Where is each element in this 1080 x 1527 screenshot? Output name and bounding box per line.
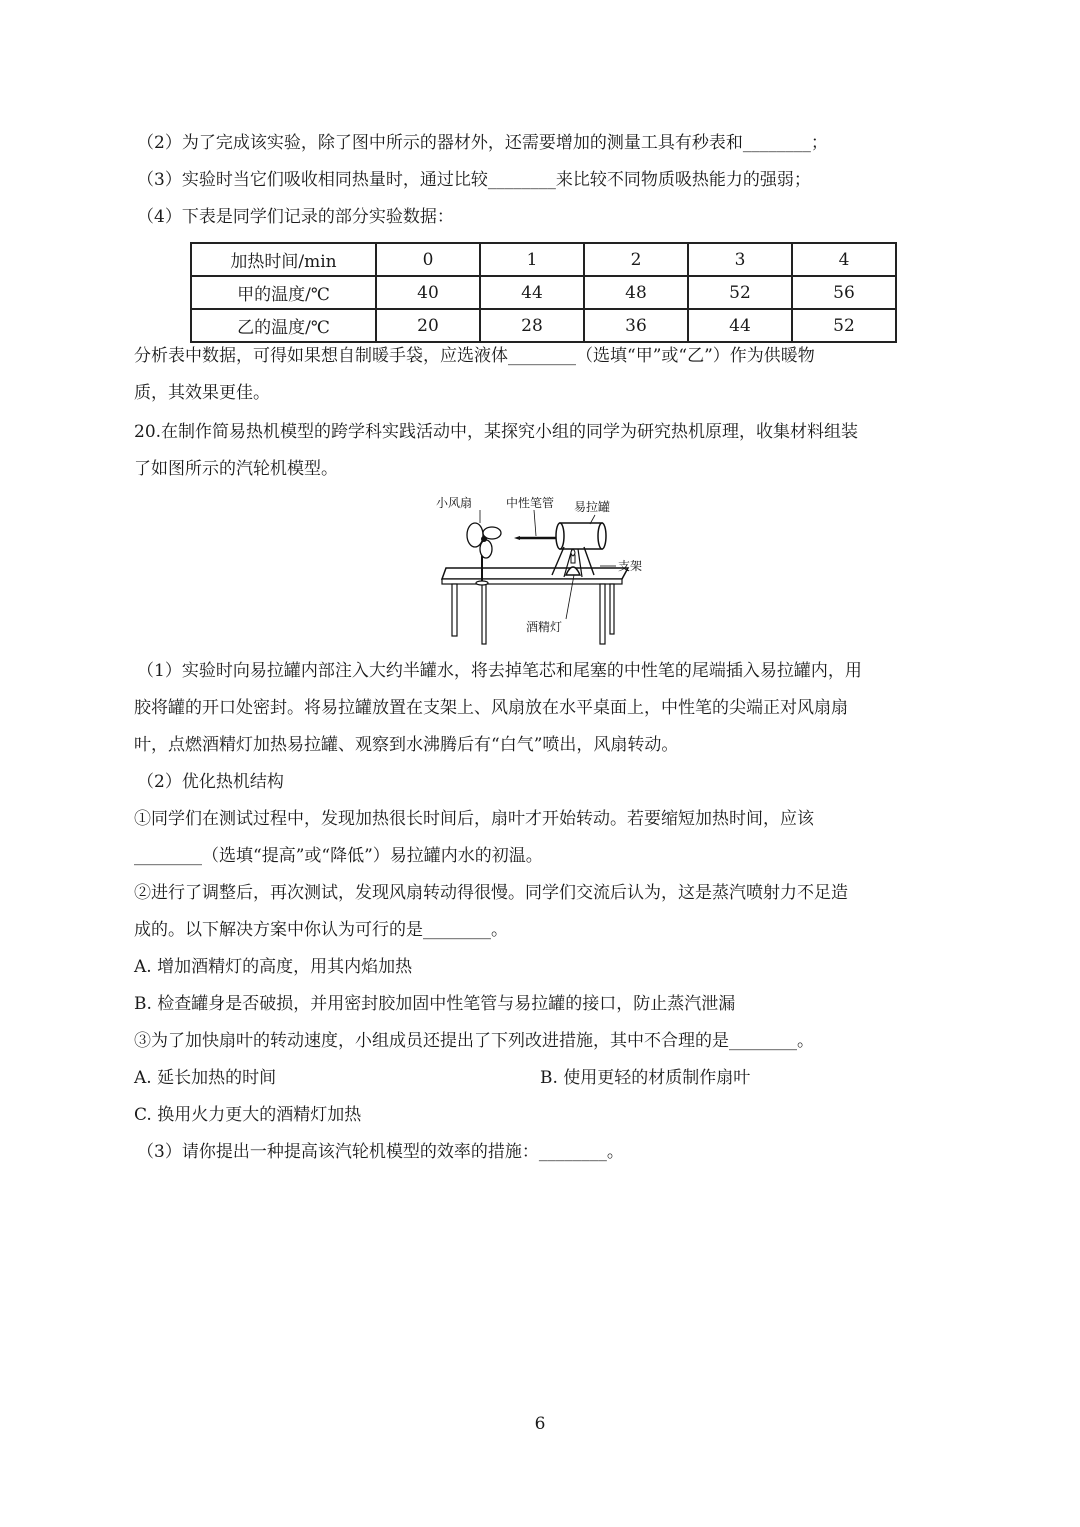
table-top	[442, 568, 628, 579]
table-cell: 56	[792, 276, 896, 309]
q20-intro-line2: 了如图所示的汽轮机模型。	[134, 459, 338, 479]
q20-p1-line1: （1）实验时向易拉罐内部注入大约半罐水，将去掉笔芯和尾塞的中性笔的尾端插入易拉罐内，用	[137, 661, 862, 681]
table-cell: 44	[688, 309, 792, 342]
turbine-model-figure	[432, 493, 643, 643]
q20-q3-option-a: A. 延长加热的时间	[134, 1068, 277, 1088]
flame-icon	[571, 549, 575, 556]
table-leg	[600, 584, 605, 644]
q20-p1-line3: 叶，点燃酒精灯加热易拉罐、观察到水沸腾后有“白气”喷出，风扇转动。	[134, 735, 679, 755]
leader-line	[534, 510, 536, 536]
q20-p2-title: （2）优化热机结构	[137, 772, 284, 792]
q20-p3: （3）请你提出一种提高该汽轮机模型的效率的措施：________。	[137, 1142, 624, 1162]
q20-intro-line1: 20.在制作简易热机模型的跨学科实践活动中，某探究小组的同学为研究热机原理，收集材料组装	[134, 422, 859, 442]
data-table	[190, 242, 897, 343]
table-cell-label: 乙的温度/℃	[191, 309, 376, 342]
q20-q3-option-c: C. 换用火力更大的酒精灯加热	[134, 1105, 362, 1125]
table-cell: 52	[792, 309, 896, 342]
table-row	[191, 276, 896, 309]
q20-p1-line2: 胶将罐的开口处密封。将易拉罐放置在支架上、风扇放在水平桌面上，中性笔的尖端正对风扇扇	[134, 698, 848, 718]
table-cell: 3	[688, 243, 792, 276]
table-cell: 36	[584, 309, 688, 342]
table-cell: 40	[376, 276, 480, 309]
table-edge	[442, 579, 622, 584]
q20-q1-line1: ①同学们在测试过程中，发现加热很长时间后，扇叶才开始转动。若要缩短加热时间，应该	[134, 809, 814, 829]
table-cell: 44	[480, 276, 584, 309]
label-stand: 支架	[618, 559, 643, 573]
can-end	[598, 523, 606, 549]
label-lamp: 酒精灯	[526, 620, 563, 634]
q20-q3-option-b: B. 使用更轻的材质制作扇叶	[540, 1068, 751, 1088]
table-leg	[452, 584, 457, 636]
fan-base	[476, 581, 488, 585]
table-cell-label: 甲的温度/℃	[191, 276, 376, 309]
q20-q2-line2: 成的。以下解决方案中你认为可行的是________。	[134, 920, 508, 940]
q19-part2: （2）为了完成该实验，除了图中所示的器材外，还需要增加的测量工具有秒表和________；	[137, 133, 828, 153]
label-can: 易拉罐	[574, 500, 611, 514]
table-cell: 48	[584, 276, 688, 309]
q20-q3-line1: ③为了加快扇叶的转动速度，小组成员还提出了下列改进措施，其中不合理的是________。	[134, 1031, 814, 1051]
q19-part4: （4）下表是同学们记录的部分实验数据：	[137, 207, 454, 227]
table-cell: 28	[480, 309, 584, 342]
q20-q2-line1: ②进行了调整后，再次测试，发现风扇转动得很慢。同学们交流后认为，这是蒸汽喷射力不足造	[134, 883, 848, 903]
table-cell: 1	[480, 243, 584, 276]
q20-q2-option-b: B. 检查罐身是否破损，并用密封胶加固中性笔管与易拉罐的接口，防止蒸汽泄漏	[134, 994, 736, 1014]
table-leg	[610, 584, 614, 634]
table-row	[191, 309, 896, 342]
q19-analysis-line1: 分析表中数据，可得如果想自制暖手袋，应选液体________（选填“甲”或“乙”）作为供暖物	[134, 346, 815, 366]
q19-part3: （3）实验时当它们吸收相同热量时，通过比较________来比较不同物质吸热能力的强弱；	[137, 170, 811, 190]
label-fan: 小风扇	[436, 496, 473, 510]
table-cell: 4	[792, 243, 896, 276]
table-cell: 52	[688, 276, 792, 309]
fan-blade	[480, 540, 492, 558]
table-cell: 20	[376, 309, 480, 342]
can-body	[560, 523, 602, 549]
can-end	[556, 523, 564, 549]
table-cell: 2	[584, 243, 688, 276]
table-cell: 0	[376, 243, 480, 276]
table-leg	[482, 584, 486, 644]
page-number: 6	[534, 1414, 546, 1434]
pen-tip	[514, 536, 520, 540]
table-cell-label: 加热时间/min	[191, 243, 376, 276]
q20-q2-option-a: A. 增加酒精灯的高度，用其内焰加热	[134, 957, 413, 977]
table-row	[191, 243, 896, 276]
q20-q1-line2: ________（选填“提高”或“降低”）易拉罐内水的初温。	[134, 846, 543, 866]
label-pen-tube: 中性笔管	[506, 496, 555, 510]
fan-hub	[481, 536, 487, 542]
q19-analysis-line2: 质，其效果更佳。	[134, 383, 270, 403]
